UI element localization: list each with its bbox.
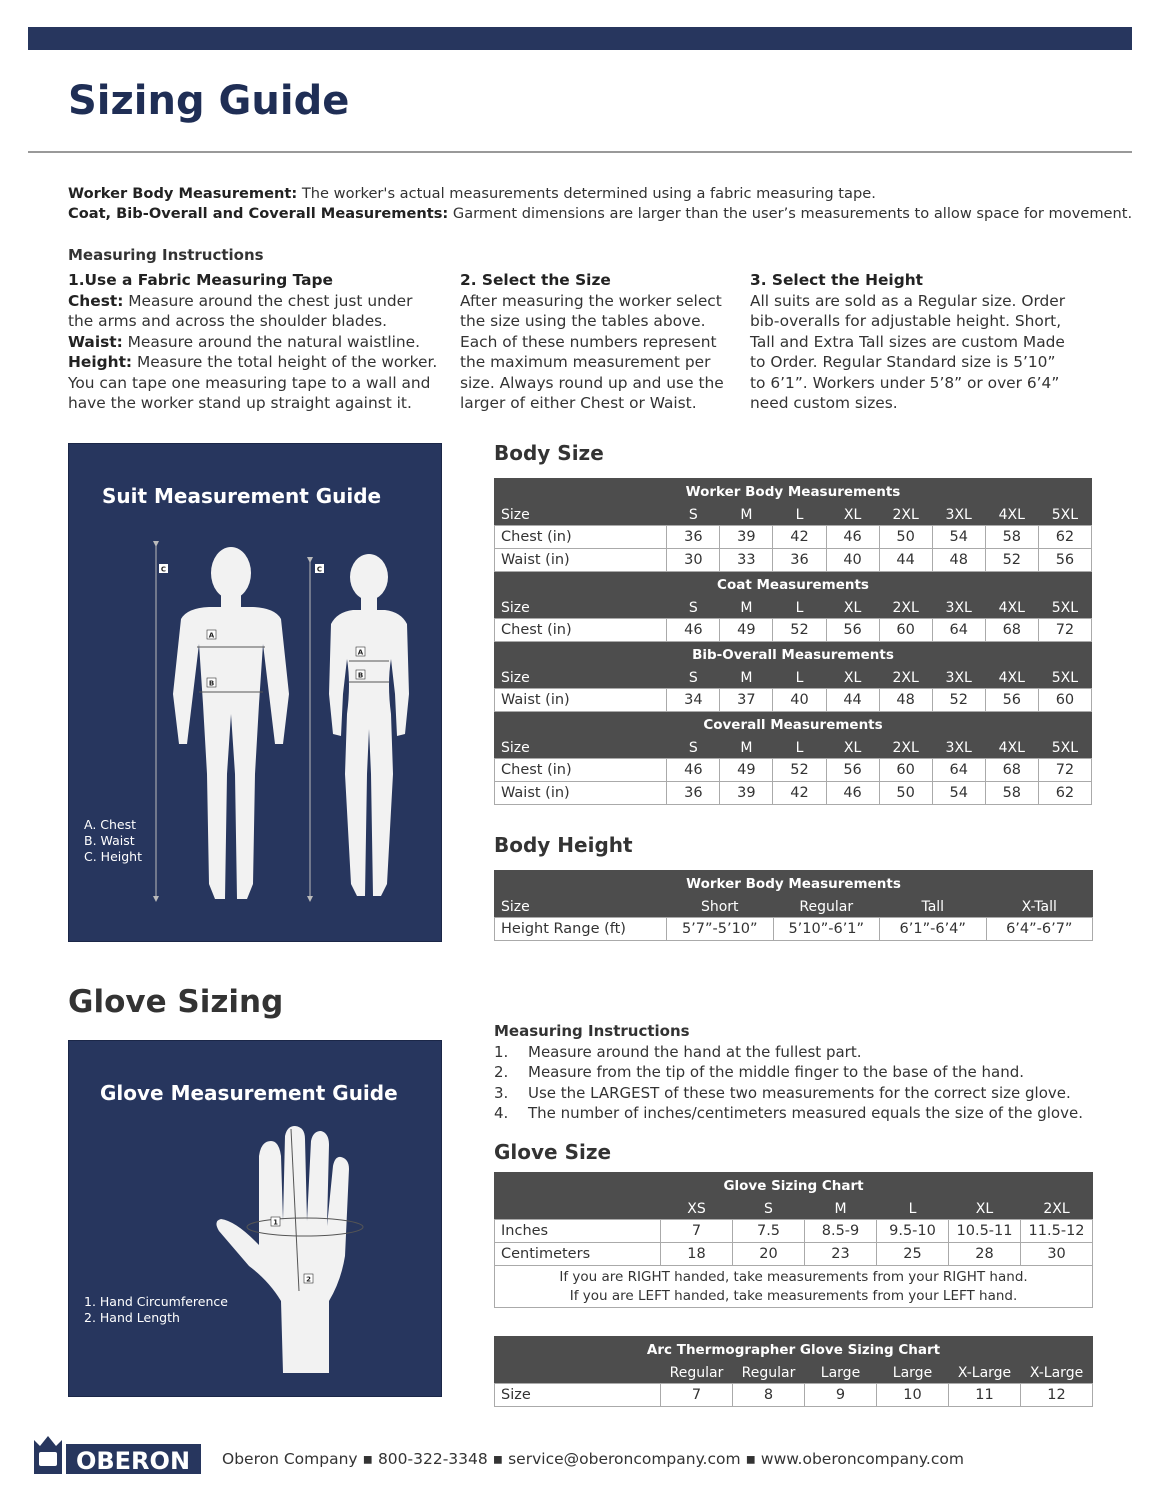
glove-size-header-row: XS S M L XL 2XL bbox=[495, 1199, 1093, 1220]
suit-measurement-guide-panel bbox=[68, 443, 442, 942]
definition-text: The worker's actual measurements determined using a fabric measuring tape. bbox=[297, 185, 876, 202]
height-instruction: Height: Measure the total height of the worker. You can tape one measuring tape to a wall and have the worker stand up straight against it. bbox=[68, 353, 438, 412]
table-row: Centimeters 18 20 23 25 28 30 bbox=[495, 1243, 1093, 1266]
instruction-step-2 bbox=[460, 270, 728, 414]
table-row: Waist (in) 30 33 36 40 44 48 52 56 bbox=[495, 549, 1092, 572]
definition-label: Worker Body Measurement: bbox=[68, 185, 298, 202]
size-header-row: Size S M L XL 2XL 3XL 4XL 5XL bbox=[495, 668, 1092, 689]
legend-hand-circumference: 1. Hand Circumference bbox=[84, 1294, 228, 1309]
table-title: Worker Body Measurements bbox=[495, 871, 1093, 897]
body-size-table bbox=[494, 478, 1092, 805]
table-row: Inches 7 7.5 8.5-9 9.5-10 10.5-11 11.5-12 bbox=[495, 1220, 1093, 1243]
list-item: 3. Use the LARGEST of these two measurements for the correct size glove. bbox=[494, 1083, 1071, 1102]
glove-size-heading: Glove Size bbox=[494, 1140, 612, 1164]
glove-sizing-table bbox=[494, 1172, 1093, 1308]
step-text: After measuring the worker select the size using the tables above. Each of these numbers represent the maximum measurement per size. Always round up and use the larger of either Chest or Waist. bbox=[460, 291, 724, 412]
suit-legend bbox=[84, 817, 142, 865]
title-divider bbox=[28, 151, 1132, 153]
list-item: 1. Measure around the hand at the fullest part. bbox=[494, 1042, 862, 1061]
instruction-step-1 bbox=[68, 270, 440, 414]
body-measurement-definition bbox=[68, 185, 876, 202]
definition-text: Garment dimensions are larger than the user’s measurements to allow space for movement. bbox=[448, 205, 1133, 222]
table-title: Arc Thermographer Glove Sizing Chart bbox=[495, 1337, 1093, 1363]
table-title: Coverall Measurements bbox=[495, 712, 1092, 738]
marker-1-label: 1 bbox=[273, 1218, 278, 1227]
marker-a-label: A bbox=[208, 631, 215, 640]
marker-b-label: B bbox=[208, 679, 215, 688]
female-figure bbox=[329, 554, 409, 896]
size-header-row: Size S M L XL 2XL 3XL 4XL 5XL bbox=[495, 598, 1092, 619]
male-figure bbox=[173, 547, 289, 899]
step-text: All suits are sold as a Regular size. Order bib-overalls for adjustable height. Short, Tall and Extra Tall sizes are custom Made to Order. Regular Standard size is 5’10” to 6’1”. Workers under 5’8” or over 6’4” need custom sizes. bbox=[750, 291, 1066, 412]
step-title: 3. Select the Height bbox=[750, 271, 924, 289]
hand-note-row bbox=[495, 1266, 1093, 1308]
table-title: Worker Body Measurements bbox=[495, 479, 1092, 505]
table-row: Chest (in) 46 49 52 56 60 64 68 72 bbox=[495, 619, 1092, 642]
instruction-step-3 bbox=[750, 270, 1072, 414]
height-header-row: Size Short Regular Tall X-Tall bbox=[495, 897, 1093, 918]
legend-waist: B. Waist bbox=[84, 833, 135, 848]
marker-c-label: C bbox=[160, 565, 167, 574]
glove-instructions-heading: Measuring Instructions bbox=[494, 1022, 690, 1040]
marker-a-label: A bbox=[357, 648, 364, 657]
crown-icon bbox=[32, 1432, 201, 1474]
measuring-instructions-heading: Measuring Instructions bbox=[68, 246, 264, 264]
panel-title: Suit Measurement Guide bbox=[102, 484, 382, 508]
marker-2-label: 2 bbox=[306, 1275, 311, 1284]
chest-instruction: Chest: Measure around the chest just under the arms and across the shoulder blades. bbox=[68, 291, 413, 330]
garment-measurement-definition bbox=[68, 205, 1132, 222]
logo-text: OBERON bbox=[75, 1447, 191, 1474]
table-row: Height Range (ft) 5’7”-5’10” 5’10”-6’1” 6’1”-6’4” 6’4”-6’7” bbox=[495, 918, 1093, 941]
table-title: Bib-Overall Measurements bbox=[495, 642, 1092, 668]
table-row: Chest (in) 36 39 42 46 50 54 58 62 bbox=[495, 526, 1092, 549]
hand-illustration bbox=[69, 1041, 443, 1398]
table-title: Coat Measurements bbox=[495, 572, 1092, 598]
definition-label: Coat, Bib-Overall and Coverall Measurements: bbox=[68, 205, 449, 222]
table-row: Chest (in) 46 49 52 56 60 64 68 72 bbox=[495, 759, 1092, 782]
right-hand-note: If you are RIGHT handed, take measurements from your RIGHT hand. bbox=[559, 1268, 1028, 1285]
body-height-heading: Body Height bbox=[494, 833, 633, 857]
glove-measurement-guide-panel bbox=[68, 1040, 442, 1397]
glove-sizing-heading: Glove Sizing bbox=[68, 984, 284, 1020]
glove-legend bbox=[84, 1294, 228, 1326]
table-row: Waist (in) 36 39 42 46 50 54 58 62 bbox=[495, 782, 1092, 805]
step-title: 2. Select the Size bbox=[460, 271, 611, 289]
table-row: Waist (in) 34 37 40 44 48 52 56 60 bbox=[495, 689, 1092, 712]
body-height-table bbox=[494, 870, 1093, 941]
size-header-row: Size S M L XL 2XL 3XL 4XL 5XL bbox=[495, 738, 1092, 759]
footer-contact: Oberon Company ▪ 800-322-3348 ▪ service@oberoncompany.com ▪ www.oberoncompany.com bbox=[222, 1450, 964, 1468]
legend-chest: A. Chest bbox=[84, 817, 137, 832]
marker-c-label: C bbox=[316, 565, 323, 574]
arc-header-row: Regular Regular Large Large X-Large X-Large bbox=[495, 1363, 1093, 1384]
left-hand-note: If you are LEFT handed, take measurements from your LEFT hand. bbox=[569, 1287, 1018, 1304]
page-title: Sizing Guide bbox=[68, 78, 350, 124]
legend-height: C. Height bbox=[84, 849, 142, 864]
arc-thermographer-glove-table bbox=[494, 1336, 1093, 1407]
marker-b-label: B bbox=[357, 671, 364, 680]
body-figures-illustration bbox=[69, 444, 443, 943]
glove-measuring-instructions bbox=[494, 1021, 1083, 1124]
step-title: 1.Use a Fabric Measuring Tape bbox=[68, 271, 333, 289]
oberon-logo bbox=[32, 1432, 201, 1474]
top-banner bbox=[28, 27, 1132, 50]
table-row: Size 7 8 9 10 11 12 bbox=[495, 1384, 1093, 1407]
body-size-heading: Body Size bbox=[494, 441, 604, 465]
legend-hand-length: 2. Hand Length bbox=[84, 1310, 180, 1325]
list-item: 4. The number of inches/centimeters measured equals the size of the glove. bbox=[494, 1104, 1083, 1122]
size-header-row: Size S M L XL 2XL 3XL 4XL 5XL bbox=[495, 505, 1092, 526]
panel-title: Glove Measurement Guide bbox=[100, 1081, 398, 1105]
list-item: 2. Measure from the tip of the middle finger to the base of the hand. bbox=[494, 1063, 1024, 1081]
table-title: Glove Sizing Chart bbox=[495, 1173, 1093, 1199]
waist-instruction: Waist: Measure around the natural waistline. bbox=[68, 332, 421, 351]
